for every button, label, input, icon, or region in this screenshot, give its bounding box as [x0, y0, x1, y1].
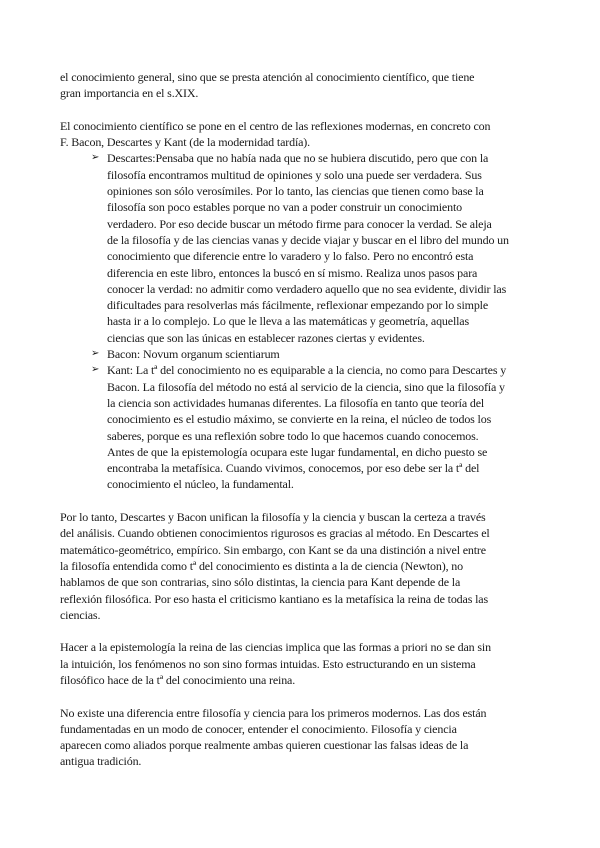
text-line: encontraba la metafísica. Cuando vivimos, conocemos, por eso debe ser la tª del: [107, 461, 480, 476]
text-line: conocimiento que diferencie entre lo varadero y lo falso. Pero no encontró esta: [107, 249, 474, 264]
text-line: filosofía son poco estables porque no van a poder construir un conocimiento: [107, 200, 462, 215]
text-line: verdadero. Por eso decide buscar un método firme para conocer la verdad. Se aleja: [107, 216, 492, 231]
paragraph: [60, 118, 550, 151]
bullet-item: [60, 150, 550, 346]
text-line: dificultades para resolverlas más fácilmente, reflexionar empezando por lo simple: [107, 298, 489, 313]
arrow-bullet-icon: ➢: [91, 364, 100, 376]
text-line: fundamentadas en un modo de conocer, entender el conocimiento. Filosofía y ciencia: [60, 721, 457, 736]
bullet-item: [60, 346, 550, 362]
text-line: Bacon: Novum organum scientiarum: [107, 347, 280, 362]
arrow-bullet-icon: ➢: [91, 348, 100, 360]
text-line: Bacon. La filosofía del método no está al servicio de la ciencia, sino que la filosofía y: [107, 379, 505, 394]
text-line: aparecen como aliados porque realmente ambas quieren cuestionar las falsas ideas de la: [60, 738, 469, 753]
text-line: gran importancia en el s.XIX.: [60, 86, 199, 101]
text-line: el conocimiento general, sino que se presta atención al conocimiento científico, que tiene: [60, 70, 475, 84]
text-line: la intuición, los fenómenos no son sino formas intuidas. Esto estructurando en un sistema: [60, 656, 476, 671]
text-line: Descartes:Pensaba que no había nada que no se hubiera discutido, pero que con la: [107, 151, 489, 166]
text-line: ciencias.: [60, 607, 101, 622]
text-line: hasta ir a lo complejo. Lo que le lleva a las matemáticas y geometría, aquellas: [107, 314, 470, 329]
text-line: del análisis. Cuando obtienen conocimientos rigurosos es gracias al método. En Descartes el: [60, 526, 490, 541]
text-line: la filosofía entendida como tª del conocimiento es distinta a la de ciencia (Newton), no: [60, 558, 463, 573]
arrow-bullet-icon: ➢: [91, 152, 100, 164]
text-line: Hacer a la epistemología la reina de las ciencias implica que las formas a priori no se dan sin: [60, 640, 491, 655]
text-line: opiniones son sólo verosímiles. Por lo tanto, las ciencias que tienen como base la: [107, 184, 484, 199]
text-line: de la filosofía y de las ciencias vanas y decide viajar y buscar en el libro del mundo un: [107, 232, 509, 247]
paragraph: [60, 69, 550, 102]
text-line: Por lo tanto, Descartes y Bacon unifican la filosofía y la ciencia y buscan la certeza a través: [60, 510, 486, 525]
bullet-item: [60, 362, 550, 492]
paragraph: [60, 509, 550, 623]
text-line: Antes de que la epistemología ocupara este lugar fundamental, en dicho puesto se: [107, 444, 488, 459]
document-page: [60, 69, 550, 770]
blank-line: [60, 688, 550, 704]
text-line: filosófico hace de la tª del conocimiento una reina.: [60, 672, 296, 687]
paragraph: [60, 705, 550, 770]
text-line: conocer la verdad: no admitir como verdadero aquello que no sea evidente, dividir las: [107, 281, 507, 296]
text-line: diferencia en este libro, entonces la buscó en sí mismo. Realiza unos pasos para: [107, 265, 478, 280]
text-line: conocimiento es el estudio máximo, se convierte en la reina, el núcleo de todos los: [107, 412, 492, 427]
text-line: conocimiento el núcleo, la fundamental.: [107, 477, 294, 492]
text-line: F. Bacon, Descartes y Kant (de la modernidad tardía).: [60, 135, 310, 150]
text-line: antigua tradición.: [60, 754, 142, 769]
text-line: matemático-geométrico, empírico. Sin embargo, con Kant se da una distinción a nivel entre: [60, 542, 486, 557]
text-line: ciencias que son las únicas en establecer razones ciertas y evidentes.: [107, 330, 425, 345]
text-line: hablamos de que son contrarias, sino sólo distintas, la ciencia para Kant depende de la: [60, 575, 461, 590]
blank-line: [60, 493, 550, 509]
blank-line: [60, 623, 550, 639]
text-line: filosofía encontramos multitud de opiniones y solo una puede ser verdadera. Sus: [107, 167, 482, 182]
text-line: saberes, porque es una reflexión sobre todo lo que hacemos cuando conocemos.: [107, 428, 479, 443]
paragraph: [60, 639, 550, 688]
text-line: la ciencia son actividades humanas diferentes. La filosofía en tanto que teoría del: [107, 395, 485, 410]
text-line: reflexión filosófica. Por eso hasta el criticismo kantiano es la metafísica la reina de todas las: [60, 591, 488, 606]
blank-line: [60, 102, 550, 118]
text-line: El conocimiento científico se pone en el centro de las reflexiones modernas, en concreto con: [60, 118, 491, 133]
text-line: Kant: La tª del conocimiento no es equiparable a la ciencia, no como para Descartes y: [107, 363, 507, 378]
text-line: No existe una diferencia entre filosofía y ciencia para los primeros modernos. Las dos están: [60, 705, 487, 720]
